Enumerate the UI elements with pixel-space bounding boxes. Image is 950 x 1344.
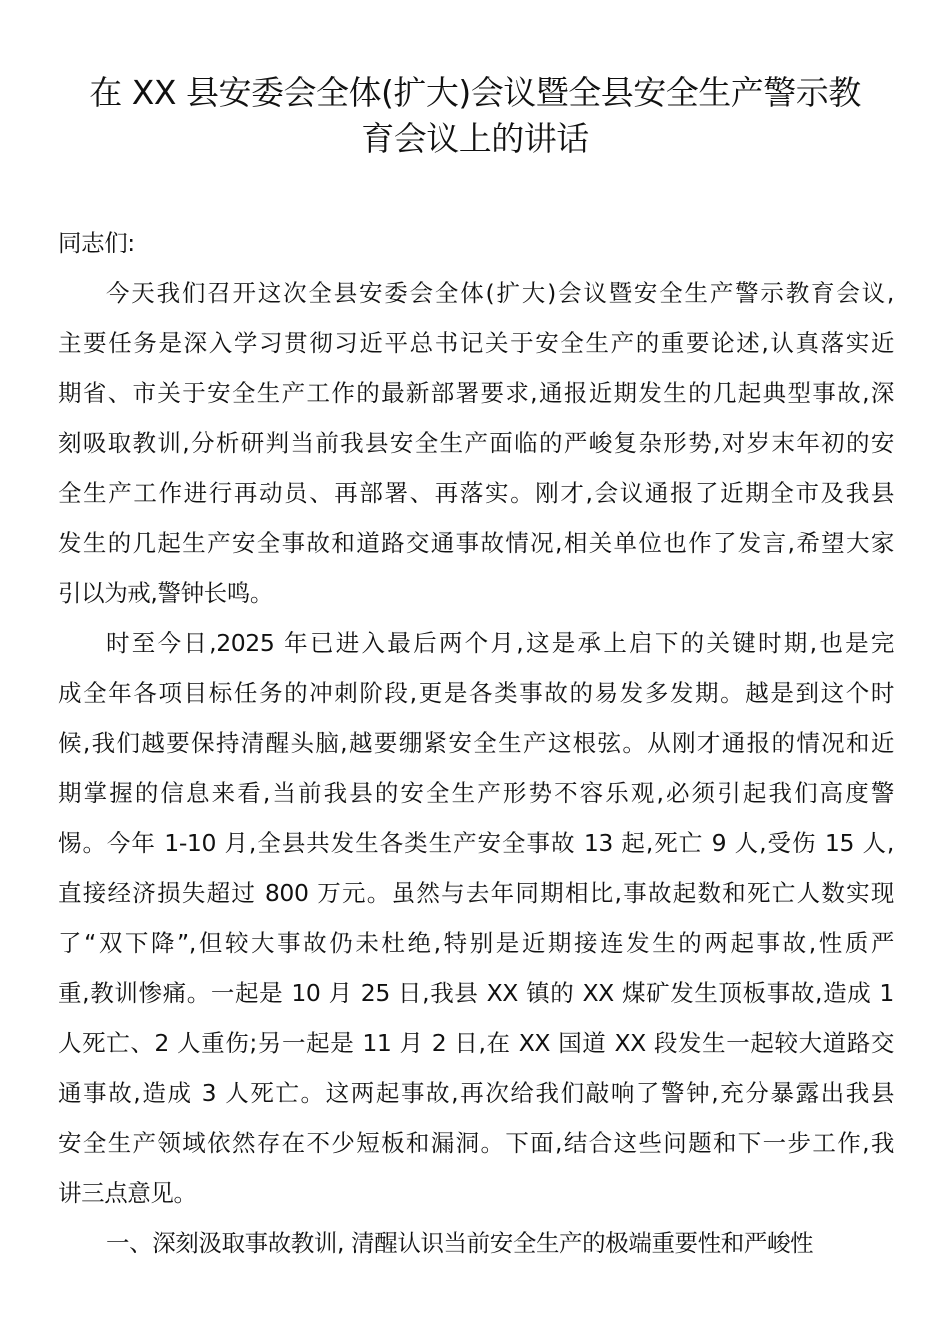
document-body xyxy=(58,222,894,1272)
paragraph-line: 候,我们越要保持清醒头脑,越要绷紧安全生产这根弦。从刚才通报的情况和近 xyxy=(58,729,894,757)
paragraph-line: 刻吸取教训,分析研判当前我县安全生产面临的严峻复杂形势,对岁末年初的安 xyxy=(58,429,894,457)
paragraph-line: 时至今日,2025 年已进入最后两个月,这是承上启下的关键时期,也是完 xyxy=(106,629,894,657)
paragraph-1 xyxy=(58,272,894,622)
document-title xyxy=(50,70,900,162)
paragraph-line: 安全生产领域依然存在不少短板和漏洞。下面,结合这些问题和下一步工作,我 xyxy=(58,1129,894,1157)
paragraph-line: 主要任务是深入学习贯彻习近平总书记关于安全生产的重要论述,认真落实近 xyxy=(58,329,894,357)
paragraph-line: 直接经济损失超过 800 万元。虽然与去年同期相比,事故起数和死亡人数实现 xyxy=(58,879,894,907)
title-line: 育会议上的讲话 xyxy=(361,119,589,158)
section-heading: 一、深刻汲取事故教训, 清醒认识当前安全生产的极端重要性和严峻性 xyxy=(106,1229,814,1257)
paragraph-line: 期掌握的信息来看,当前我县的安全生产形势不容乐观,必须引起我们高度警 xyxy=(58,779,894,807)
paragraph-2 xyxy=(58,622,894,1222)
paragraph-line: 今天我们召开这次全县安委会全体(扩大)会议暨安全生产警示教育会议, xyxy=(106,279,894,307)
paragraph-line: 成全年各项目标任务的冲刺阶段,更是各类事故的易发多发期。越是到这个时 xyxy=(58,679,894,707)
paragraph-line: 人死亡、2 人重伤;另一起是 11 月 2 日,在 XX 国道 XX 段发生一起较大道路交 xyxy=(58,1029,894,1057)
paragraph-line: 引以为戒,警钟长鸣。 xyxy=(58,579,273,607)
paragraph-line: 惕。今年 1-10 月,全县共发生各类生产安全事故 13 起,死亡 9 人,受伤 15 人, xyxy=(58,829,894,857)
paragraph-line: 全生产工作进行再动员、再部署、再落实。刚才,会议通报了近期全市及我县 xyxy=(58,479,894,507)
paragraph-line: 期省、市关于安全生产工作的最新部署要求,通报近期发生的几起典型事故,深 xyxy=(58,379,894,407)
paragraph-line: 讲三点意见。 xyxy=(58,1179,197,1207)
paragraph-line: 重,教训惨痛。一起是 10 月 25 日,我县 XX 镇的 XX 煤矿发生顶板事故,造成 1 xyxy=(58,979,894,1007)
salutation: 同志们: xyxy=(58,229,135,257)
paragraph-line: 通事故,造成 3 人死亡。这两起事故,再次给我们敲响了警钟,充分暴露出我县 xyxy=(58,1079,894,1107)
paragraph-line: 发生的几起生产安全事故和道路交通事故情况,相关单位也作了发言,希望大家 xyxy=(58,529,894,557)
paragraph-line: 了“双下降”,但较大事故仍未杜绝,特别是近期接连发生的两起事故,性质严 xyxy=(58,929,894,957)
title-line: 在 XX 县安委会全体(扩大)会议暨全县安全生产警示教 xyxy=(89,73,861,112)
